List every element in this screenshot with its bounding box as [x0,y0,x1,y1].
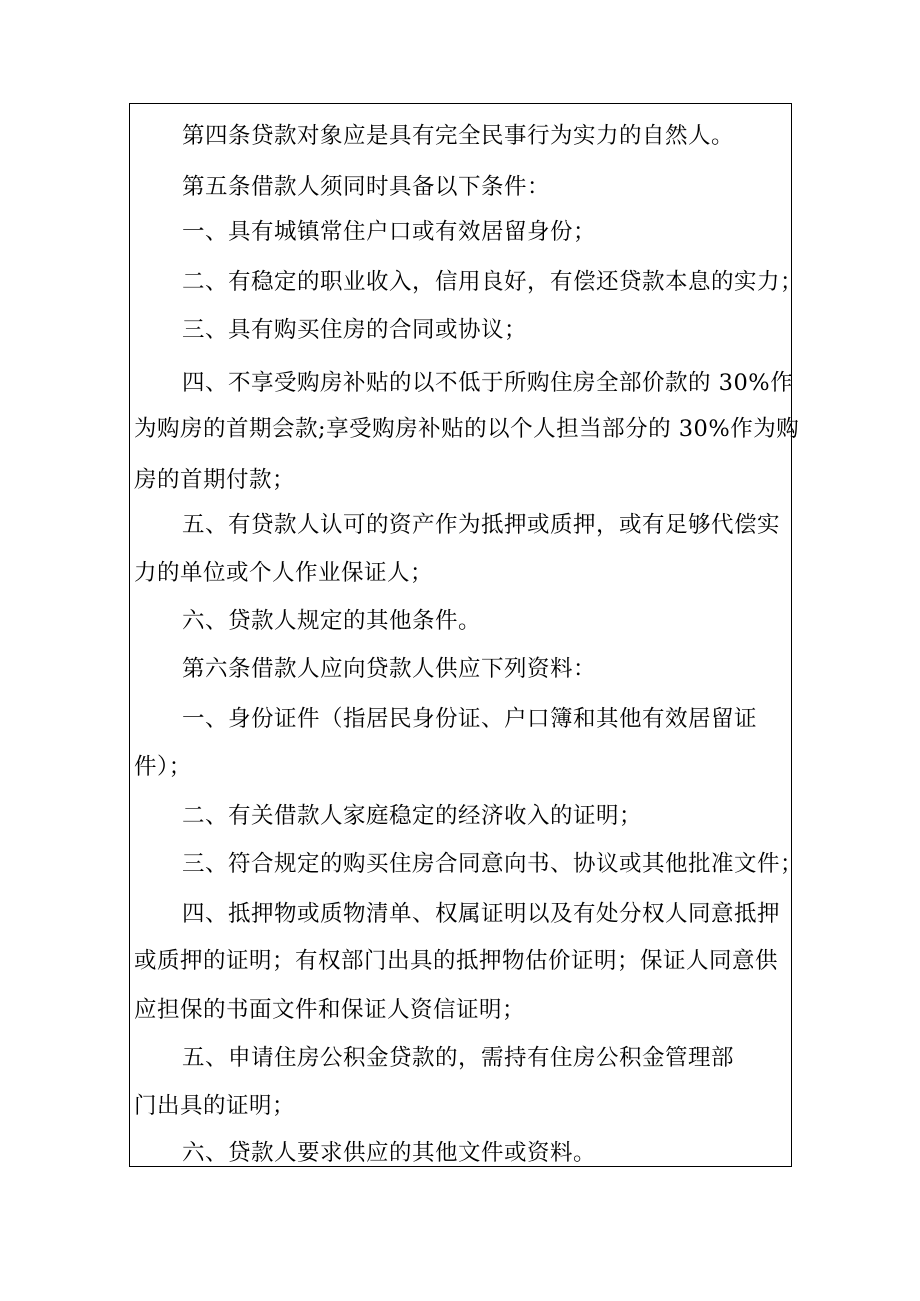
text-line: 三、具有购买住房的合同或协议； [182,317,528,343]
text-line: 二、有关借款人家庭稳定的经济收入的证明； [182,803,643,829]
text-line: 三、符合规定的购买住房合同意向书、协议或其他批准文件； [182,851,804,877]
text-line: 五、有贷款人认可的资产作为抵押或质押，或有足够代偿实 [182,512,781,538]
text-line: 一、身份证件（指居民身份证、户口簿和其他有效居留证 [182,706,758,732]
text-line: 门出具的证明； [134,1093,296,1119]
text-line: 第六条借款人应向贷款人供应下列资料： [182,656,597,682]
text-line: 为购房的首期会款;享受购房补贴的以个人担当部分的 30%作为购 [134,416,800,442]
text-line: 房的首期付款； [134,467,296,493]
text-line: 六、贷款人要求供应的其他文件或资料。 [182,1140,597,1166]
text-line: 第四条贷款对象应是具有完全民事行为实力的自然人。 [182,123,735,149]
text-line: 力的单位或个人作业保证人； [134,560,434,586]
text-line: 第五条借款人须同时具备以下条件： [182,174,551,200]
text-line: 六、贷款人规定的其他条件。 [182,608,482,634]
text-line: 四、抵押物或质物清单、权属证明以及有处分权人同意抵押 [182,901,781,927]
text-line: 或质押的证明；有权部门出具的抵押物估价证明；保证人同意供 [134,948,779,974]
text-line: 二、有稳定的职业收入，信用良好，有偿还贷款本息的实力； [182,269,804,295]
text-line: 件）； [134,754,192,780]
text-line: 四、不享受购房补贴的以不低于所购住房全部价款的 30%作 [182,370,794,396]
text-line: 应担保的书面文件和保证人资信证明； [134,997,526,1023]
document-frame [129,103,804,1167]
text-line: 五、申请住房公积金贷款的，需持有住房公积金管理部 [182,1045,735,1071]
text-line: 一、具有城镇常住户口或有效居留身份； [182,219,597,245]
